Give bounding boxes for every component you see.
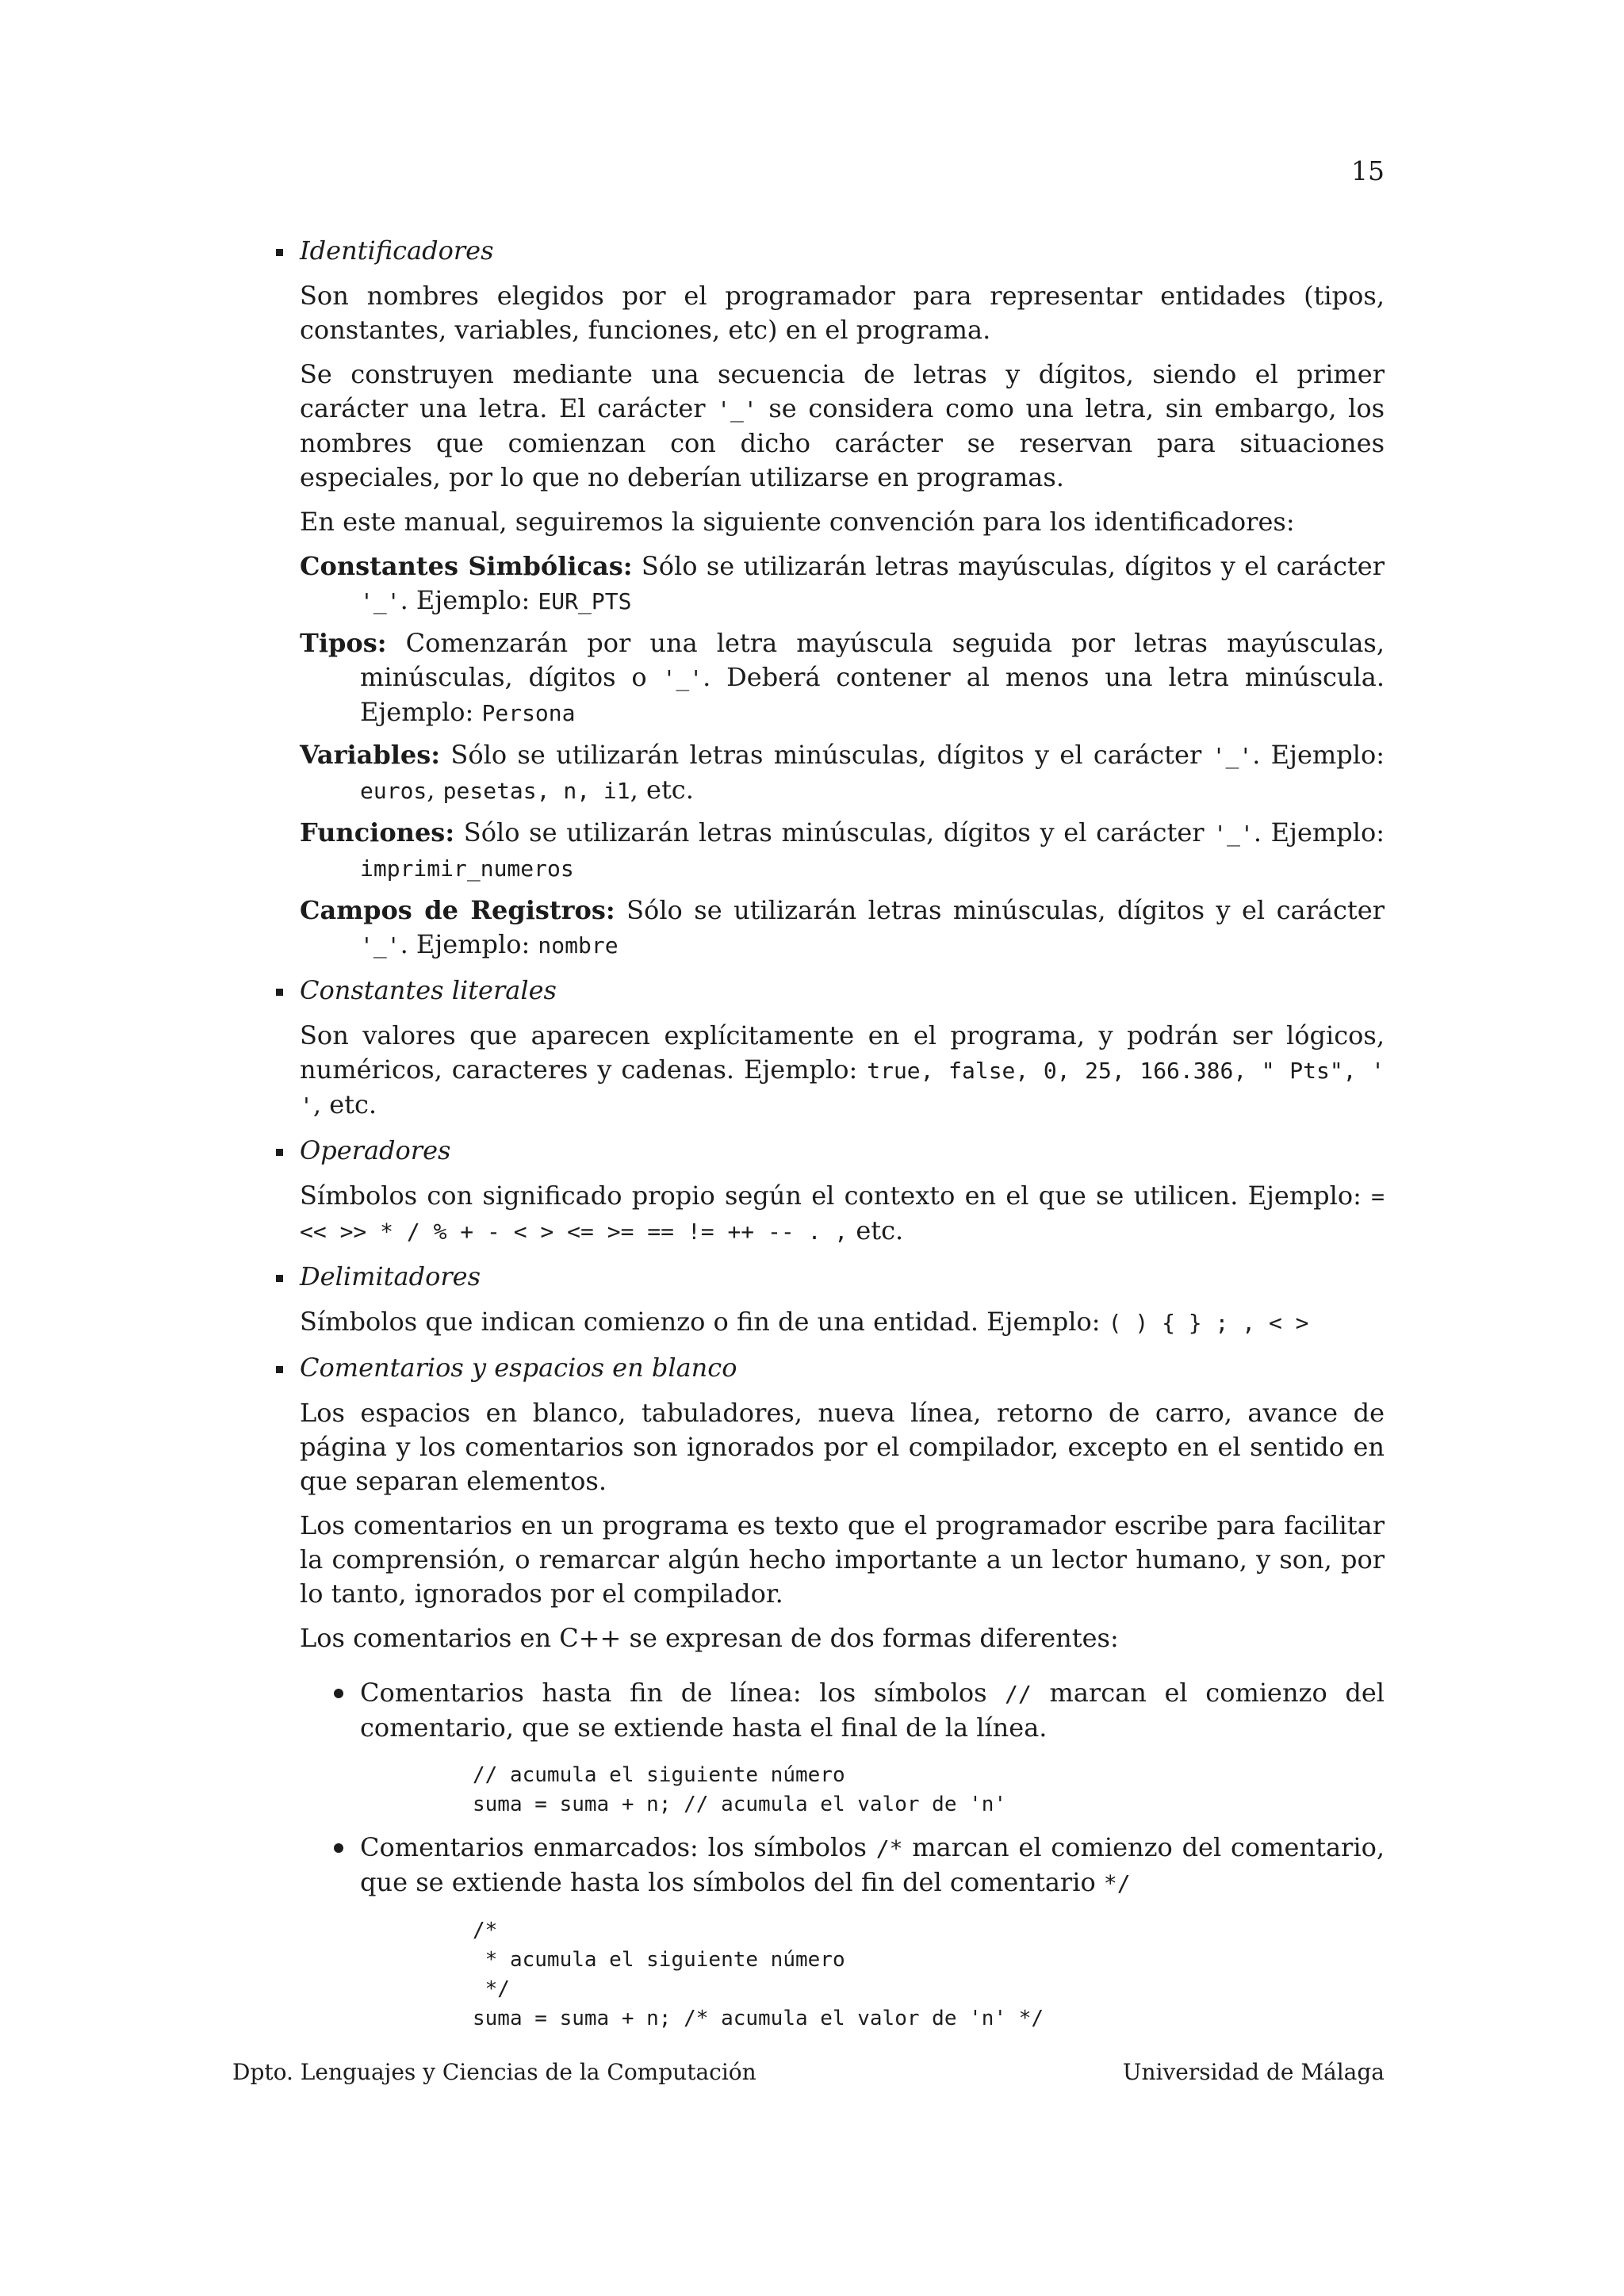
paragraph: Los comentarios en C++ se expresan de dos formas diferentes:: [300, 1623, 1119, 1653]
bullet-constantes-literales: [300, 974, 1385, 1123]
definition-item: Constantes Simbólicas: Sólo se utilizarán letras mayúsculas, dígitos y el carácter '_'. Ejemplo: EUR_PTS: [300, 551, 1385, 615]
definition-item: Campos de Registros: Sólo se utilizarán letras minúsculas, dígitos y el carácter '_'. Ejemplo: nombre: [300, 895, 1385, 959]
square-bullet-icon: [276, 1149, 283, 1156]
bullet-identificadores: [300, 234, 1385, 962]
comment-forms-list: [300, 1676, 1385, 2034]
footer-university: Universidad de Málaga: [1122, 2059, 1385, 2085]
definition-list: [300, 549, 1385, 962]
definition-item: Funciones: Sólo se utilizarán letras minúsculas, dígitos y el carácter '_'. Ejemplo: imprimir_numeros: [300, 817, 1385, 882]
paragraph: Son nombres elegidos por el programador para representar entidades (tipos, constantes, variables, funciones, etc) en el programa.: [300, 281, 1385, 345]
page-content: [300, 234, 1385, 2045]
section-title-delimitadores: Delimitadores: [300, 1261, 481, 1292]
list-item: [300, 1831, 1385, 2034]
definition-term: Campos de Registros:: [300, 895, 615, 925]
paragraph: Los comentarios en un programa es texto que el programador escribe para facilitar la comprensión, o remarcar algún hecho importante a un lector humano, y son, por lo tanto, ignorados por el compilador.: [300, 1510, 1385, 1609]
page-number: 15: [1351, 155, 1385, 186]
section-title-operadores: Operadores: [300, 1135, 451, 1165]
definition-item: Tipos: Comenzarán por una letra mayúscula seguida por letras mayúsculas, minúsculas, dígitos o '_'. Deberá contener al menos una letra minúscula. Ejemplo: Persona: [300, 628, 1385, 727]
definition-term: Tipos:: [300, 628, 387, 658]
square-bullet-icon: [276, 989, 283, 996]
paragraph: Se construyen mediante una secuencia de letras y dígitos, siendo el primer carácter una letra. El carácter '_' se considera como una letra, sin embargo, los nombres que comienzan con dicho carácter se reservan para situaciones especiales, por lo que no deberían utilizarse en programas.: [300, 359, 1385, 492]
paragraph: Comentarios hasta fin de línea: los símbolos // marcan el comienzo del comentario, que se extiende hasta el final de la línea.: [360, 1678, 1385, 1743]
paragraph: En este manual, seguiremos la siguiente convención para los identificadores:: [300, 507, 1295, 537]
paragraph: Son valores que aparecen explícitamente en el programa, y podrán ser lógicos, numéricos, caracteres y cadenas. Ejemplo: true, false, 0, 25, 166.386, " Pts", ' ', etc.: [300, 1020, 1385, 1119]
square-bullet-icon: [276, 1275, 283, 1282]
section-title-comentarios: Comentarios y espacios en blanco: [300, 1353, 737, 1383]
paragraph: Símbolos que indican comienzo o fin de una entidad. Ejemplo: ( ) { } ; , < >: [300, 1307, 1309, 1337]
definition-term: Variables:: [300, 740, 441, 770]
paragraph: Comentarios enmarcados: los símbolos /* marcan el comienzo del comentario, que se extiende hasta los símbolos del fin del comentario */: [360, 1832, 1385, 1897]
footer-department: Dpto. Lenguajes y Ciencias de la Computación: [232, 2059, 756, 2085]
section-title-identificadores: Identificadores: [300, 235, 494, 266]
round-bullet-icon: [334, 1689, 343, 1698]
definition-term: Funciones:: [300, 817, 455, 848]
paragraph: Los espacios en blanco, tabuladores, nueva línea, retorno de carro, avance de página y los comentarios son ignorados por el compilador, excepto en el sentido en que separan elementos.: [300, 1398, 1385, 1496]
section-title-constantes: Constantes literales: [300, 975, 557, 1005]
round-bullet-icon: [334, 1843, 343, 1853]
definition-item: Variables: Sólo se utilizarán letras minúsculas, dígitos y el carácter '_'. Ejemplo: euros, pesetas, n, i1, etc.: [300, 740, 1385, 805]
bullet-delimitadores: [300, 1260, 1385, 1340]
square-bullet-icon: [276, 1366, 283, 1373]
code-block: /* * acumula el siguiente número */ suma = suma + n; /* acumula el valor de 'n' */: [473, 1919, 1044, 2030]
bullet-comentarios: [300, 1351, 1385, 2034]
code-block: // acumula el siguiente número suma = suma + n; // acumula el valor de 'n': [473, 1763, 1007, 1816]
paragraph: Símbolos con significado propio según el contexto en el que se utilicen. Ejemplo: = << >> * / % + - < > <= >= == != ++ -- . , etc.: [300, 1181, 1385, 1246]
bullet-operadores: [300, 1134, 1385, 1249]
list-item: [300, 1676, 1385, 1820]
square-bullet-icon: [276, 249, 283, 256]
definition-term: Constantes Simbólicas:: [300, 551, 633, 581]
